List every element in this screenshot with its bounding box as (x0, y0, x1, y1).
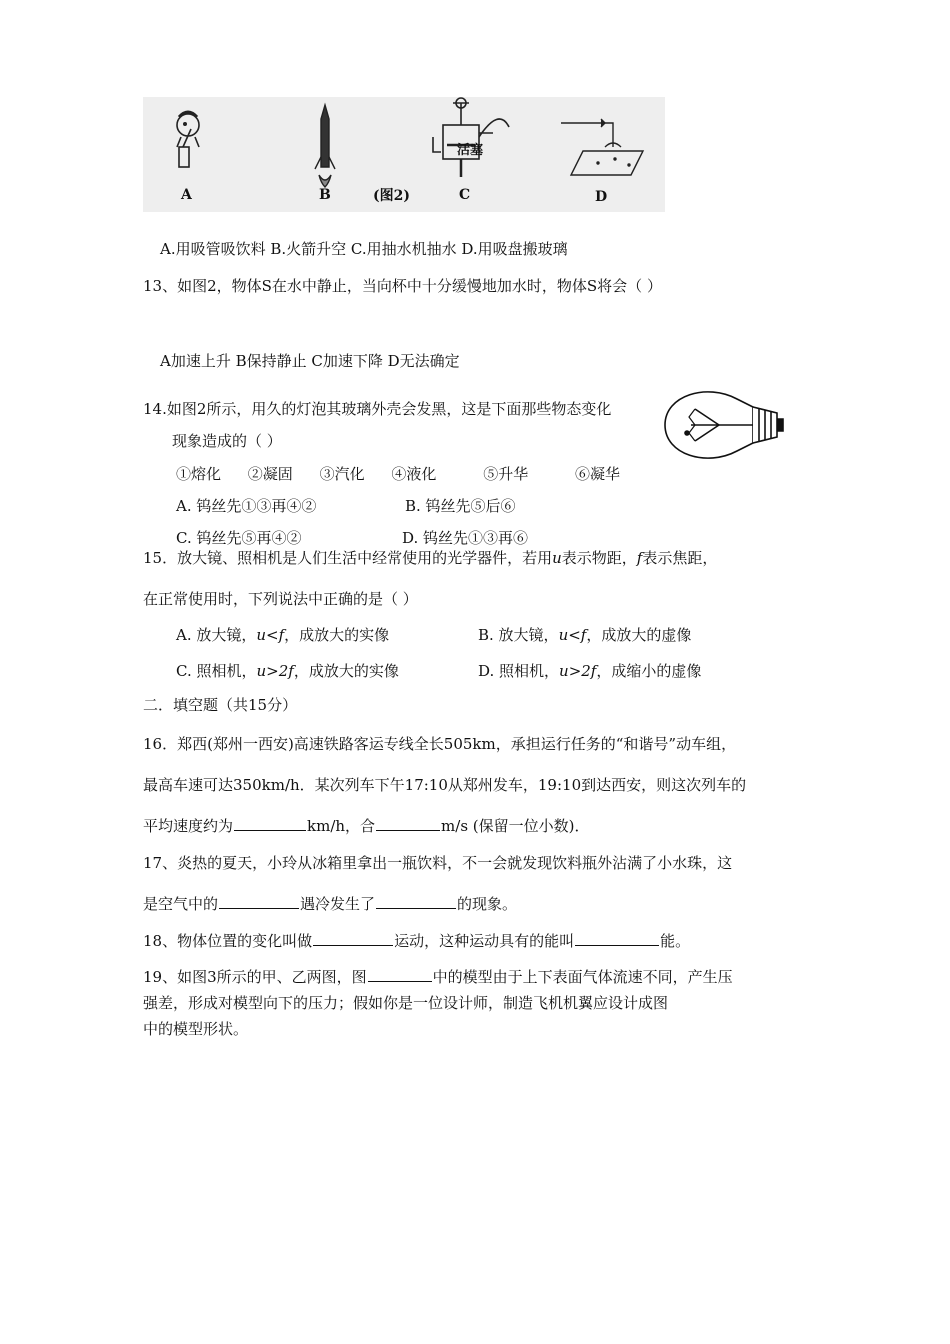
q13-stem: 13、如图2，物体S在水中静止，当向杯中十分缓慢地加水时，物体S将会（ ） (143, 277, 662, 295)
q15-stem-part-a: 15．放大镜、照相机是人们生活中经常使用的光学器件，若用 (143, 549, 553, 567)
q15-stem-line1 (143, 547, 717, 568)
light-bulb-image (657, 385, 787, 465)
q18-blank-1[interactable] (313, 931, 393, 946)
q12-options: A.用吸管吸饮料 B.火箭升空 C.用抽水机抽水 D.用吸盘搬玻璃 (160, 240, 568, 258)
q19-blank-1[interactable] (368, 967, 432, 982)
q19-line2: 强差，形成对模型向下的压力；假如你是一位设计师，制造飞机机翼应设计成图 (143, 994, 669, 1012)
q15-c-math: u>2f (256, 662, 294, 680)
q15-d-pre: D. 照相机， (478, 662, 560, 680)
choice-5: ⑤升华 (483, 465, 529, 483)
q17-line2-b: 遇冷发生了 (300, 895, 376, 913)
figure-label-d: D (595, 189, 608, 205)
figure-b-rocket (315, 105, 335, 187)
piston-label: 活塞 (457, 143, 484, 158)
q14-stem-line2: 现象造成的（ ） (172, 432, 282, 450)
q15-d-math: u>2f (559, 662, 597, 680)
q15-stem-line2: 在正常使用时，下列说法中正确的是（ ） (143, 590, 418, 608)
q18-part-a: 18、物体位置的变化叫做 (143, 932, 313, 950)
q17-line1: 17、炎热的夏天，小玲从冰箱里拿出一瓶饮料，不一会就发现饮料瓶外沾满了小水珠，这 (143, 854, 733, 872)
q14-choices (176, 463, 620, 484)
figure-label-c: C (459, 187, 471, 203)
q18-part-b: 运动，这种运动具有的能叫 (394, 932, 575, 950)
figure-c-water-pump (433, 98, 509, 177)
q16-blank-2[interactable] (376, 816, 440, 831)
q18-line (143, 930, 690, 951)
q19-line1 (143, 966, 733, 987)
q15-option-c (176, 660, 399, 681)
q19-line3: 中的模型形状。 (143, 1020, 249, 1038)
q16-line3-b: km/h，合 (307, 817, 376, 835)
q15-symbol-u: u (552, 549, 562, 567)
q14-option-a: A. 钨丝先①③再④② (176, 497, 317, 515)
q17-line2 (143, 893, 517, 914)
q19-line1-b: 中的模型由于上下表面气体流速不同，产生压 (432, 968, 733, 986)
choice-6: ⑥凝华 (574, 465, 620, 483)
q14-stem-line1: 14.如图2所示，用久的灯泡其玻璃外壳会发黑，这是下面那些物态变化 (143, 400, 612, 418)
q17-blank-1[interactable] (219, 894, 299, 909)
q15-option-b (478, 624, 691, 645)
q15-option-a (176, 624, 389, 645)
q19-line1-a: 19、如图3所示的甲、乙两图，图 (143, 968, 367, 986)
q18-blank-2[interactable] (575, 931, 659, 946)
choice-2: ②凝固 (247, 465, 293, 483)
q15-b-pre: B. 放大镜， (478, 626, 559, 644)
choice-4: ④液化 (391, 465, 437, 483)
q15-a-pre: A. 放大镜， (176, 626, 257, 644)
q16-line3-a: 平均速度约为 (143, 817, 234, 835)
q15-b-math: u<f (558, 626, 587, 644)
q15-stem-part-b: 表示物距， (561, 549, 637, 567)
q16-line2: 最高车速可达350km/h．某次列车下午17:10从郑州发车，19:10到达西安，则这次列车的 (143, 776, 747, 794)
q15-symbol-f: f (636, 549, 643, 567)
q15-a-math: u<f (256, 626, 285, 644)
figure-2-strip (143, 97, 665, 212)
q15-option-d (478, 660, 701, 681)
q17-line2-a: 是空气中的 (143, 895, 219, 913)
q16-line3 (143, 815, 590, 836)
q13-options: A加速上升 B保持静止 C加速下降 D无法确定 (160, 352, 460, 370)
q15-c-pre: C. 照相机， (176, 662, 257, 680)
q18-part-c: 能。 (660, 932, 691, 950)
figure-caption: (图2) (373, 188, 410, 204)
q14-option-b: B. 钨丝先⑤后⑥ (405, 497, 516, 515)
q14-option-c: C. 钨丝先⑤再④② (176, 529, 302, 547)
q14-option-d: D. 钨丝先①③再⑥ (402, 529, 529, 547)
q17-blank-2[interactable] (376, 894, 456, 909)
choice-1: ①熔化 (176, 465, 222, 483)
q15-c-post: ，成放大的实像 (293, 662, 399, 680)
q16-line3-c: m/s (保留一位小数)． (441, 817, 590, 835)
q15-d-post: ，成缩小的虚像 (596, 662, 702, 680)
q16-blank-1[interactable] (234, 816, 306, 831)
figure-d-suction-cup (561, 119, 643, 175)
choice-3: ③汽化 (319, 465, 365, 483)
q16-line1: 16．郑西(郑州一西安)高速铁路客运专线全长505km，承担运行任务的“和谐号”动车组， (143, 735, 737, 753)
section-2-title: 二．填空题（共15分） (143, 696, 298, 714)
figure-label-b: B (319, 187, 331, 203)
q15-b-post: ，成放大的虚像 (586, 626, 692, 644)
q15-stem-part-c: 表示焦距， (642, 549, 718, 567)
q17-line2-c: 的现象。 (457, 895, 518, 913)
q15-a-post: ，成放大的实像 (284, 626, 390, 644)
figure-label-a: A (181, 187, 192, 203)
figure-a-drinking-straw (177, 112, 199, 167)
